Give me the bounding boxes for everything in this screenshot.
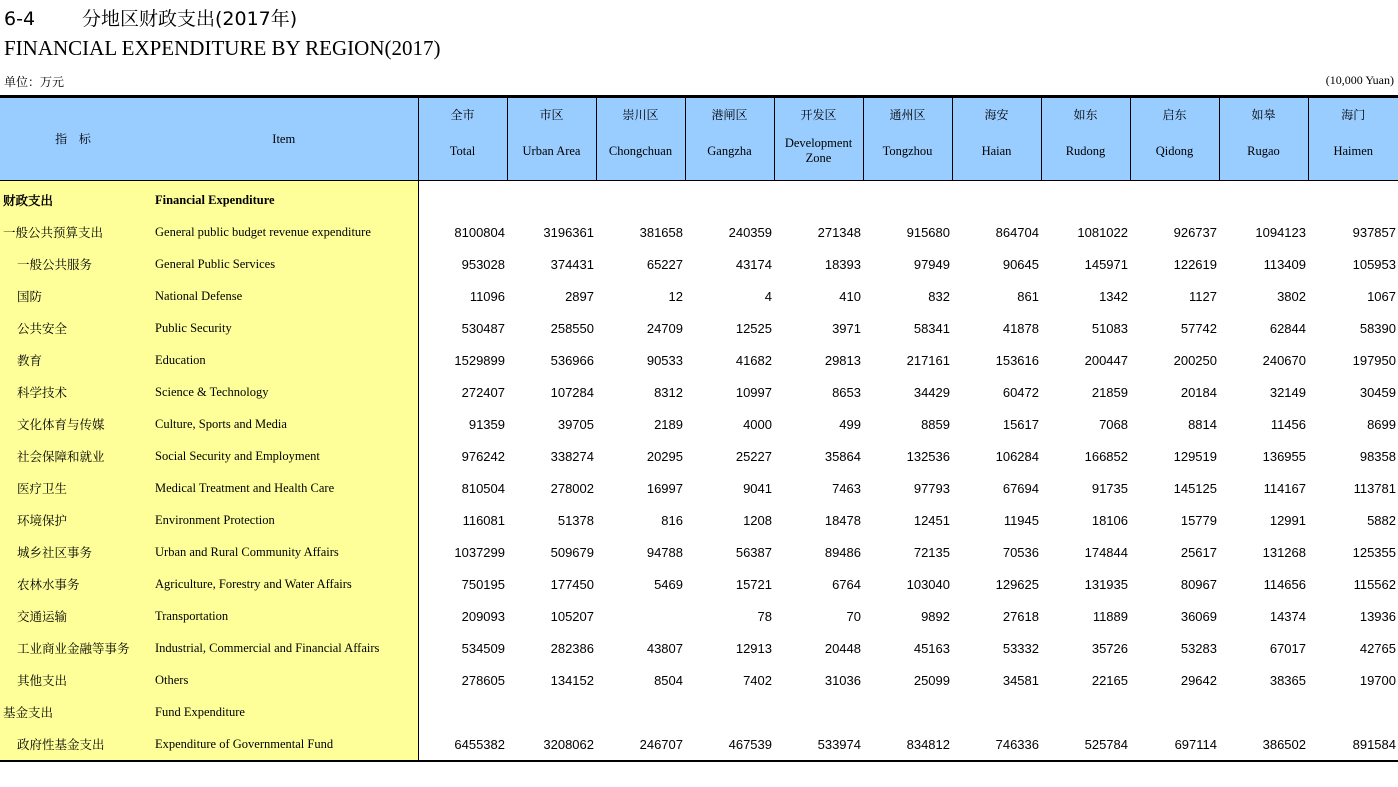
value-cell: 174844 — [1084, 544, 1128, 560]
value-cell: 209093 — [461, 608, 505, 624]
row-label-en: Industrial, Commercial and Financial Affairs — [150, 632, 418, 664]
value-cell — [1308, 696, 1398, 728]
value-cell: 467539 — [685, 728, 774, 761]
value-cell: 1037299 — [454, 544, 505, 560]
value-cell: 8100804 — [454, 224, 505, 240]
row-label-en: Social Security and Employment — [150, 440, 418, 472]
column-header — [685, 97, 774, 181]
column-header-en: Haian — [981, 143, 1012, 158]
value-cell: 915680 — [906, 224, 950, 240]
table-number: 6-4 — [4, 8, 36, 30]
value-cell — [1308, 181, 1398, 217]
value-cell: 18106 — [1091, 512, 1128, 528]
value-cell: 116081 — [462, 512, 505, 528]
column-header-cn: 全市 — [450, 108, 475, 122]
value-cell: 12451 — [913, 512, 950, 528]
value-cell: 3208062 — [507, 728, 596, 761]
value-cell: 43174 — [735, 256, 772, 272]
row-label-en: General public budget revenue expenditure — [150, 216, 418, 248]
value-cell: 25099 — [913, 672, 950, 688]
row-label-en: National Defense — [150, 280, 418, 312]
value-cell: 1067 — [1367, 288, 1396, 304]
value-cell: 25617 — [1180, 544, 1217, 560]
value-cell: 3971 — [832, 320, 861, 336]
column-header — [418, 97, 507, 181]
value-cell: 105207 — [550, 608, 594, 624]
value-cell: 97793 — [913, 480, 950, 496]
value-cell: 35864 — [824, 448, 861, 464]
value-cell: 7463 — [832, 480, 861, 496]
table-row — [0, 600, 1398, 632]
column-header-en: Rugao — [1247, 143, 1280, 158]
column-header — [952, 97, 1041, 181]
row-label-en: General Public Services — [150, 248, 418, 280]
value-cell: 166852 — [1084, 448, 1128, 464]
value-cell: 29813 — [824, 352, 861, 368]
value-cell: 78 — [757, 608, 772, 624]
table-row — [0, 568, 1398, 600]
row-label-cn: 其他支出 — [0, 664, 150, 696]
table-row — [0, 440, 1398, 472]
value-cell: 15617 — [1002, 416, 1039, 432]
value-cell — [1041, 181, 1130, 217]
value-cell: 18478 — [824, 512, 861, 528]
row-label-cn: 社会保障和就业 — [0, 440, 150, 472]
row-label-cn: 国防 — [0, 280, 150, 312]
value-cell: 129519 — [1173, 448, 1217, 464]
value-cell: 11889 — [1092, 608, 1128, 624]
column-header — [1219, 97, 1308, 181]
value-cell: 15779 — [1180, 512, 1217, 528]
column-header-cn: 海门 — [1341, 108, 1366, 122]
row-label-en: Education — [150, 344, 418, 376]
value-cell: 60472 — [1002, 384, 1039, 400]
value-cell: 15721 — [735, 576, 772, 592]
value-cell: 533974 — [774, 728, 863, 761]
value-cell: 103040 — [906, 576, 950, 592]
value-cell: 115562 — [1353, 576, 1396, 592]
value-cell — [952, 696, 1041, 728]
value-cell: 42765 — [1359, 640, 1396, 656]
row-label-cn: 基金支出 — [0, 696, 150, 728]
value-cell: 272407 — [461, 384, 505, 400]
value-cell: 9892 — [921, 608, 950, 624]
value-cell — [1219, 696, 1308, 728]
value-cell: 57742 — [1180, 320, 1217, 336]
row-label-cn: 一般公共服务 — [0, 248, 150, 280]
value-cell: 338274 — [550, 448, 594, 464]
value-cell: 113409 — [1263, 256, 1306, 272]
value-cell: 750195 — [461, 576, 505, 592]
unit-label-en: (10,000 Yuan) — [1325, 73, 1394, 87]
value-cell: 20448 — [824, 640, 861, 656]
value-cell: 51378 — [557, 512, 594, 528]
value-cell: 91735 — [1091, 480, 1128, 496]
value-cell: 8504 — [654, 672, 683, 688]
value-cell: 32149 — [1269, 384, 1306, 400]
value-cell: 58390 — [1359, 320, 1396, 336]
table-row — [0, 344, 1398, 376]
row-label-cn: 工业商业金融等事务 — [0, 632, 150, 664]
value-cell: 240670 — [1262, 352, 1306, 368]
value-cell: 24709 — [646, 320, 683, 336]
column-header-en: Rudong — [1065, 143, 1106, 158]
value-cell: 278605 — [461, 672, 505, 688]
table-row — [0, 472, 1398, 504]
value-cell: 58341 — [913, 320, 950, 336]
row-label-cn: 农林水事务 — [0, 568, 150, 600]
column-header — [1308, 97, 1398, 181]
row-label-cn: 政府性基金支出 — [0, 728, 150, 761]
value-cell: 12913 — [735, 640, 772, 656]
value-cell: 72135 — [913, 544, 950, 560]
value-cell: 13936 — [1359, 608, 1396, 624]
row-label-cn: 公共安全 — [0, 312, 150, 344]
row-label-en: Expenditure of Governmental Fund — [150, 728, 418, 761]
value-cell: 953028 — [461, 256, 505, 272]
value-cell: 134152 — [550, 672, 594, 688]
value-cell: 11096 — [469, 288, 505, 304]
column-header-cn: 如东 — [1073, 108, 1098, 122]
table-body — [0, 181, 1398, 762]
value-cell: 41878 — [1002, 320, 1039, 336]
value-cell: 16997 — [646, 480, 683, 496]
row-label-en: Science & Technology — [150, 376, 418, 408]
value-cell: 1081022 — [1077, 224, 1128, 240]
column-header-en: Chongchuan — [608, 143, 673, 158]
value-cell: 1127 — [1189, 288, 1217, 304]
value-cell: 386502 — [1219, 728, 1308, 761]
value-cell: 41682 — [735, 352, 772, 368]
value-cell: 11945 — [1003, 512, 1039, 528]
unit-label-cn: 单位：万元 — [4, 75, 65, 89]
value-cell: 12525 — [735, 320, 772, 336]
row-label-en: Others — [150, 664, 418, 696]
column-header — [596, 97, 685, 181]
row-label-cn: 城乡社区事务 — [0, 536, 150, 568]
value-cell: 131935 — [1084, 576, 1128, 592]
value-cell: 113781 — [1353, 480, 1396, 496]
value-cell: 153616 — [995, 352, 1039, 368]
value-cell: 240359 — [728, 224, 772, 240]
value-cell: 832 — [928, 288, 950, 304]
value-cell — [418, 696, 507, 728]
value-cell — [507, 696, 596, 728]
value-cell: 926737 — [1173, 224, 1217, 240]
row-label-en: Public Security — [150, 312, 418, 344]
table-row — [0, 181, 1398, 217]
value-cell: 114167 — [1263, 480, 1306, 496]
table-header-row — [0, 97, 1398, 181]
value-cell — [685, 181, 774, 217]
value-cell: 197950 — [1352, 352, 1396, 368]
value-cell: 5469 — [654, 576, 683, 592]
value-cell — [774, 181, 863, 217]
column-header-cn: 开发区 — [800, 108, 837, 122]
column-header — [774, 97, 863, 181]
value-cell: 271348 — [817, 224, 861, 240]
value-cell — [863, 696, 952, 728]
value-cell: 410 — [839, 288, 861, 304]
table-row — [0, 280, 1398, 312]
value-cell: 22165 — [1091, 672, 1128, 688]
value-cell: 39705 — [557, 416, 594, 432]
value-cell: 278002 — [550, 480, 594, 496]
value-cell: 834812 — [863, 728, 952, 761]
value-cell: 177450 — [550, 576, 594, 592]
column-header-en: Development Zone — [784, 136, 853, 165]
value-cell: 67017 — [1269, 640, 1306, 656]
table-row — [0, 696, 1398, 728]
value-cell: 1208 — [743, 512, 772, 528]
value-cell: 697114 — [1130, 728, 1219, 761]
value-cell: 4000 — [743, 416, 772, 432]
value-cell: 374431 — [550, 256, 594, 272]
value-cell: 18393 — [824, 256, 861, 272]
column-header-cn: 市区 — [539, 108, 564, 122]
row-label-en: Transportation — [150, 600, 418, 632]
page-title-en: FINANCIAL EXPENDITURE BY REGION(2017) — [4, 36, 441, 60]
value-cell: 3196361 — [543, 224, 594, 240]
value-cell: 8653 — [832, 384, 861, 400]
column-header-cn: 海安 — [984, 108, 1009, 122]
value-cell: 56387 — [735, 544, 772, 560]
value-cell: 36069 — [1180, 608, 1217, 624]
value-cell: 19700 — [1359, 672, 1396, 688]
value-cell: 136955 — [1262, 448, 1306, 464]
row-label-en: Culture, Sports and Media — [150, 408, 418, 440]
row-label-cn: 科学技术 — [0, 376, 150, 408]
value-cell — [1219, 181, 1308, 217]
value-cell: 1529899 — [454, 352, 505, 368]
value-cell: 3802 — [1277, 288, 1306, 304]
row-label-en: Urban and Rural Community Affairs — [150, 536, 418, 568]
value-cell: 8699 — [1367, 416, 1396, 432]
value-cell: 816 — [661, 512, 683, 528]
value-cell: 89486 — [824, 544, 861, 560]
value-cell: 90645 — [1002, 256, 1039, 272]
column-header — [1130, 97, 1219, 181]
column-header — [507, 97, 596, 181]
value-cell: 114656 — [1263, 576, 1306, 592]
value-cell: 530487 — [461, 320, 505, 336]
value-cell: 67694 — [1002, 480, 1039, 496]
value-cell: 125355 — [1352, 544, 1396, 560]
value-cell: 12991 — [1269, 512, 1306, 528]
column-header-en: Qidong — [1155, 143, 1194, 158]
value-cell — [596, 696, 685, 728]
value-cell: 29642 — [1180, 672, 1217, 688]
value-cell: 2189 — [654, 416, 683, 432]
item-header-en: Item — [272, 132, 296, 146]
row-label-cn: 环境保护 — [0, 504, 150, 536]
table-row — [0, 664, 1398, 696]
expenditure-table — [0, 95, 1398, 762]
value-cell: 107284 — [550, 384, 594, 400]
value-cell: 90533 — [646, 352, 683, 368]
row-label-en: Medical Treatment and Health Care — [150, 472, 418, 504]
value-cell: 62844 — [1269, 320, 1306, 336]
value-cell: 38365 — [1269, 672, 1306, 688]
value-cell: 45163 — [913, 640, 950, 656]
value-cell: 97949 — [913, 256, 950, 272]
table-row — [0, 248, 1398, 280]
value-cell: 94788 — [646, 544, 683, 560]
value-cell: 7068 — [1099, 416, 1128, 432]
row-label-cn: 医疗卫生 — [0, 472, 150, 504]
value-cell: 8814 — [1188, 416, 1217, 432]
value-cell: 27618 — [1002, 608, 1039, 624]
table-row — [0, 312, 1398, 344]
title-cn-text: 分地区财政支出(2017年) — [82, 8, 298, 30]
value-cell: 258550 — [550, 320, 594, 336]
value-cell: 536966 — [550, 352, 594, 368]
value-cell: 129625 — [995, 576, 1039, 592]
column-header-en: Tongzhou — [882, 143, 933, 158]
page-title-cn — [4, 4, 297, 31]
value-cell — [1041, 696, 1130, 728]
value-cell — [952, 181, 1041, 217]
value-cell: 20184 — [1180, 384, 1217, 400]
value-cell: 499 — [839, 416, 861, 432]
value-cell: 53283 — [1180, 640, 1217, 656]
column-header-cn: 崇川区 — [622, 108, 659, 122]
value-cell: 145971 — [1084, 256, 1128, 272]
column-header-en: Urban Area — [522, 143, 581, 158]
value-cell: 864704 — [995, 224, 1039, 240]
value-cell — [418, 181, 507, 217]
column-header-en: Haimen — [1333, 143, 1374, 158]
value-cell: 106284 — [995, 448, 1039, 464]
value-cell: 246707 — [596, 728, 685, 761]
value-cell: 7402 — [743, 672, 772, 688]
value-cell: 105953 — [1352, 256, 1396, 272]
value-cell: 20295 — [646, 448, 683, 464]
value-cell: 70 — [846, 608, 861, 624]
table-row — [0, 632, 1398, 664]
row-label-cn: 交通运输 — [0, 600, 150, 632]
value-cell — [507, 181, 596, 217]
value-cell: 6764 — [832, 576, 861, 592]
value-cell: 80967 — [1180, 576, 1217, 592]
value-cell: 1094123 — [1255, 224, 1306, 240]
table-row — [0, 536, 1398, 568]
value-cell: 9041 — [743, 480, 772, 496]
value-cell — [863, 181, 952, 217]
row-label-en: Agriculture, Forestry and Water Affairs — [150, 568, 418, 600]
value-cell: 200250 — [1173, 352, 1217, 368]
column-header-cn: 港闸区 — [711, 108, 748, 122]
column-header-en: Gangzha — [707, 143, 752, 158]
value-cell: 43807 — [646, 640, 683, 656]
value-cell: 8312 — [654, 384, 683, 400]
row-label-en: Environment Protection — [150, 504, 418, 536]
column-header-en: Total — [449, 143, 476, 158]
value-cell: 2897 — [565, 288, 594, 304]
item-header-cn-cell — [0, 97, 150, 181]
value-cell: 35726 — [1091, 640, 1128, 656]
row-label-en: Fund Expenditure — [150, 696, 418, 728]
value-cell — [1130, 696, 1219, 728]
value-cell: 91359 — [468, 416, 505, 432]
column-header-cn: 通州区 — [889, 108, 926, 122]
value-cell: 1342 — [1099, 288, 1128, 304]
column-header — [863, 97, 952, 181]
value-cell: 891584 — [1308, 728, 1398, 761]
value-cell: 200447 — [1084, 352, 1128, 368]
row-label-cn: 财政支出 — [0, 181, 150, 217]
item-header-cn: 指 标 — [55, 132, 95, 146]
value-cell: 937857 — [1352, 224, 1396, 240]
table-row — [0, 216, 1398, 248]
table-row — [0, 376, 1398, 408]
column-header-cn: 启东 — [1162, 108, 1187, 122]
value-cell: 10997 — [735, 384, 772, 400]
row-label-en: Financial Expenditure — [150, 181, 418, 217]
value-cell — [1130, 181, 1219, 217]
value-cell — [685, 696, 774, 728]
value-cell: 509679 — [550, 544, 594, 560]
value-cell: 14374 — [1269, 608, 1306, 624]
item-header-en-cell — [150, 97, 418, 181]
value-cell: 34429 — [913, 384, 950, 400]
value-cell: 53332 — [1002, 640, 1039, 656]
value-cell: 282386 — [550, 640, 594, 656]
value-cell — [596, 181, 685, 217]
value-cell: 98358 — [1359, 448, 1396, 464]
value-cell: 217161 — [906, 352, 950, 368]
table-row — [0, 504, 1398, 536]
table-row — [0, 728, 1398, 761]
value-cell: 861 — [1017, 288, 1039, 304]
value-cell: 381658 — [639, 224, 683, 240]
value-cell: 746336 — [952, 728, 1041, 761]
value-cell: 8859 — [921, 416, 950, 432]
value-cell: 25227 — [735, 448, 772, 464]
value-cell: 31036 — [824, 672, 861, 688]
value-cell: 4 — [764, 288, 772, 304]
row-label-cn: 教育 — [0, 344, 150, 376]
value-cell: 534509 — [461, 640, 505, 656]
value-cell: 6455382 — [418, 728, 507, 761]
table-row — [0, 408, 1398, 440]
value-cell — [774, 696, 863, 728]
row-label-cn: 一般公共预算支出 — [0, 216, 150, 248]
value-cell: 525784 — [1041, 728, 1130, 761]
value-cell: 132536 — [906, 448, 950, 464]
value-cell: 810504 — [461, 480, 505, 496]
value-cell: 12 — [668, 288, 683, 304]
value-cell: 65227 — [646, 256, 683, 272]
value-cell: 34581 — [1002, 672, 1039, 688]
value-cell: 5882 — [1367, 512, 1396, 528]
value-cell: 145125 — [1173, 480, 1217, 496]
row-label-cn: 文化体育与传媒 — [0, 408, 150, 440]
value-cell: 122619 — [1173, 256, 1217, 272]
value-cell: 70536 — [1002, 544, 1039, 560]
value-cell — [596, 600, 685, 632]
value-cell: 30459 — [1359, 384, 1396, 400]
value-cell: 21859 — [1091, 384, 1128, 400]
value-cell: 976242 — [461, 448, 505, 464]
value-cell: 11456 — [1270, 416, 1306, 432]
value-cell: 131268 — [1262, 544, 1306, 560]
column-header — [1041, 97, 1130, 181]
column-header-cn: 如皋 — [1251, 108, 1276, 122]
value-cell: 51083 — [1091, 320, 1128, 336]
